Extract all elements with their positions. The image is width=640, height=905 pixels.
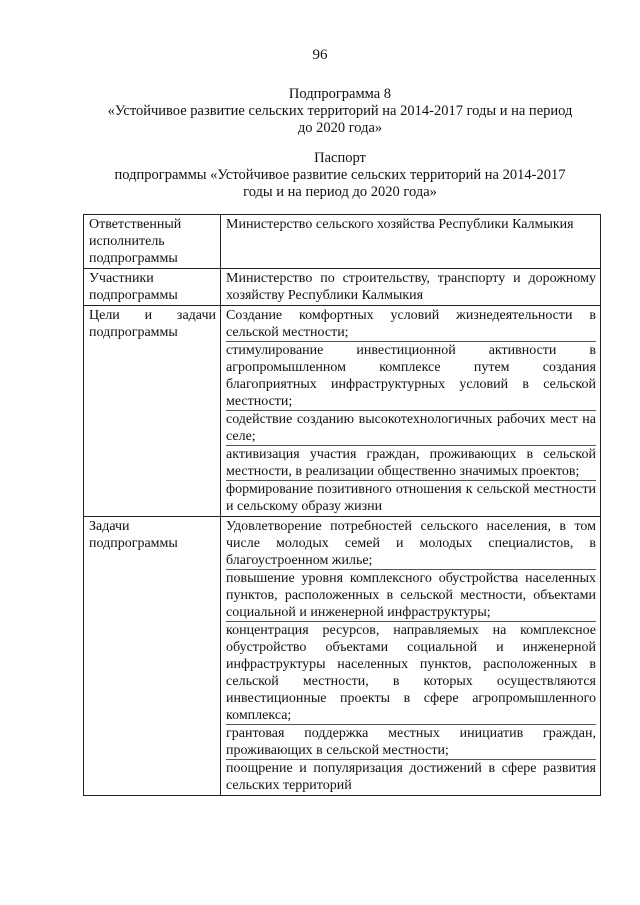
page-number: 96 [312, 47, 328, 63]
row-paragraph: поощрение и популяризация достижений в сфере развития сельских территорий [226, 761, 596, 793]
row-paragraph: содействие созданию высокотехнологичных рабочих мест на селе; [226, 412, 596, 444]
row-paragraph: формирование позитивного отношения к сельской местности и сельскому образу жизни [226, 482, 596, 514]
row-paragraph: Министерство сельского хозяйства Республики Калмыкия [226, 217, 574, 232]
subprogram-title-line: Подпрограмма 8 [288, 86, 392, 102]
table-row [84, 517, 601, 796]
row-label [84, 517, 221, 796]
row-label [84, 215, 221, 269]
table-row [84, 215, 601, 269]
table-row [84, 269, 601, 306]
row-label-line: подпрограммы [89, 325, 178, 340]
row-label-line: Задачи [89, 519, 130, 534]
row-label-line: подпрограммы [89, 251, 178, 266]
row-value [221, 517, 601, 796]
row-value [221, 215, 601, 269]
row-value [221, 306, 601, 517]
row-label-line: Участники [89, 271, 154, 286]
row-paragraph: активизация участия граждан, проживающих в сельской местности, в реализации общественно значимых проектов; [226, 447, 596, 479]
row-paragraph: концентрация ресурсов, направляемых на комплексное обустройство объектами социальной и инженерной инфраструктуры населенных пунктов, расположенных в сельской местности, в которых осуществляются инвестиционные проекты в сфере агропромышленного комплекса; [226, 623, 596, 723]
passport-title-line: Паспорт [314, 150, 366, 166]
row-label-line: подпрограммы [89, 288, 178, 303]
row-paragraph: грантовая поддержка местных инициатив граждан, проживающих в сельской местности; [226, 726, 596, 758]
row-label-line: подпрограммы [89, 536, 178, 551]
passport-table [83, 214, 601, 796]
passport-title-line: подпрограммы «Устойчивое развитие сельских территорий на 2014-2017 [114, 167, 566, 183]
row-paragraph: Удовлетворение потребностей сельского населения, в том числе молодых семей и молодых специалистов, в благоустроенном жилье; [226, 519, 596, 568]
subprogram-title-line: «Устойчивое развитие сельских территорий на 2014-2017 годы и на период [107, 103, 573, 119]
passport-title-line: годы и на период до 2020 года» [243, 184, 437, 200]
subprogram-title-line: до 2020 года» [297, 120, 383, 136]
row-label-line: исполнитель [89, 234, 165, 249]
subprogram-title [80, 86, 600, 137]
row-value [221, 269, 601, 306]
passport-title [80, 150, 600, 201]
row-label-line: Ответственный [89, 217, 182, 232]
row-label [84, 306, 221, 517]
row-paragraph: повышение уровня комплексного обустройства населенных пунктов, расположенных в сельской местности, объектами социальной и инженерной инфраструктуры; [226, 571, 596, 620]
row-paragraph: стимулирование инвестиционной активности в агропромышленном комплексе путем создания благоприятных инфраструктурных условий в сельской местности; [226, 343, 596, 409]
row-paragraph: Создание комфортных условий жизнедеятельности в сельской местности; [226, 308, 596, 340]
row-paragraph: Министерство по строительству, транспорту и дорожному хозяйству Республики Калмыкия [226, 271, 596, 303]
table-row [84, 306, 601, 517]
row-label [84, 269, 221, 306]
row-label-line: Цели и задачи [89, 308, 216, 323]
